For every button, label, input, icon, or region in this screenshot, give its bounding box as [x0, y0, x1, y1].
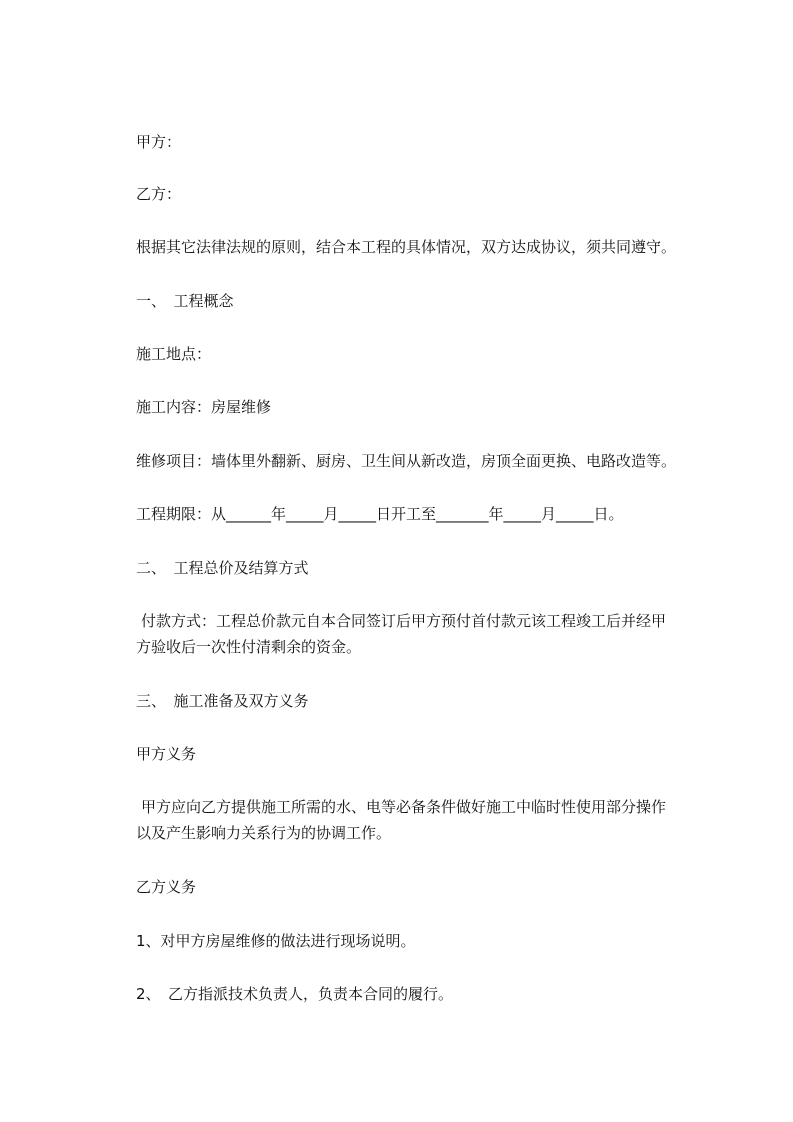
section2-heading: 二、 工程总价及结算方式 [136, 559, 309, 577]
preamble-text: 根据其它法律法规的原则，结合本工程的具体情况，双方达成协议，须共同遵守。 [136, 238, 677, 256]
party-a-duties-heading: 甲方义务 [136, 745, 197, 763]
payment-method-line2: 方验收后一次性付清剩余的资金。 [136, 638, 362, 656]
party-b-duties-heading: 乙方义务 [136, 878, 197, 896]
repair-items: 维修项目：墙体里外翻新、厨房、卫生间从新改造，房顶全面更换、电路改造等。 [136, 452, 677, 470]
section1-heading: 一、 工程概念 [136, 292, 234, 310]
party-a-label: 甲方： [136, 133, 182, 151]
payment-method-line1: 付款方式：工程总价款元自本合同签订后甲方预付首付款元该工程竣工后并经甲 [141, 612, 667, 630]
construction-content: 施工内容：房屋维修 [136, 398, 272, 416]
party-b-label: 乙方： [136, 185, 182, 203]
party-a-duties-line2: 以及产生影响力关系行为的协调工作。 [136, 824, 392, 842]
construction-site: 施工地点： [136, 345, 212, 363]
party-a-duties-line1: 甲方应向乙方提供施工所需的水、电等必备条件做好施工中临时性使用部分操作 [141, 798, 667, 816]
section3-heading: 三、 施工准备及双方义务 [136, 692, 309, 710]
construction-period: 工程期限：从______年_____月_____日开工至_______年_____月_____日。 [136, 505, 624, 523]
party-b-duty-item-1: 1、对甲方房屋维修的做法进行现场说明。 [136, 932, 416, 950]
party-b-duty-item-2: 2、 乙方指派技术负责人，负责本合同的履行。 [136, 985, 454, 1003]
